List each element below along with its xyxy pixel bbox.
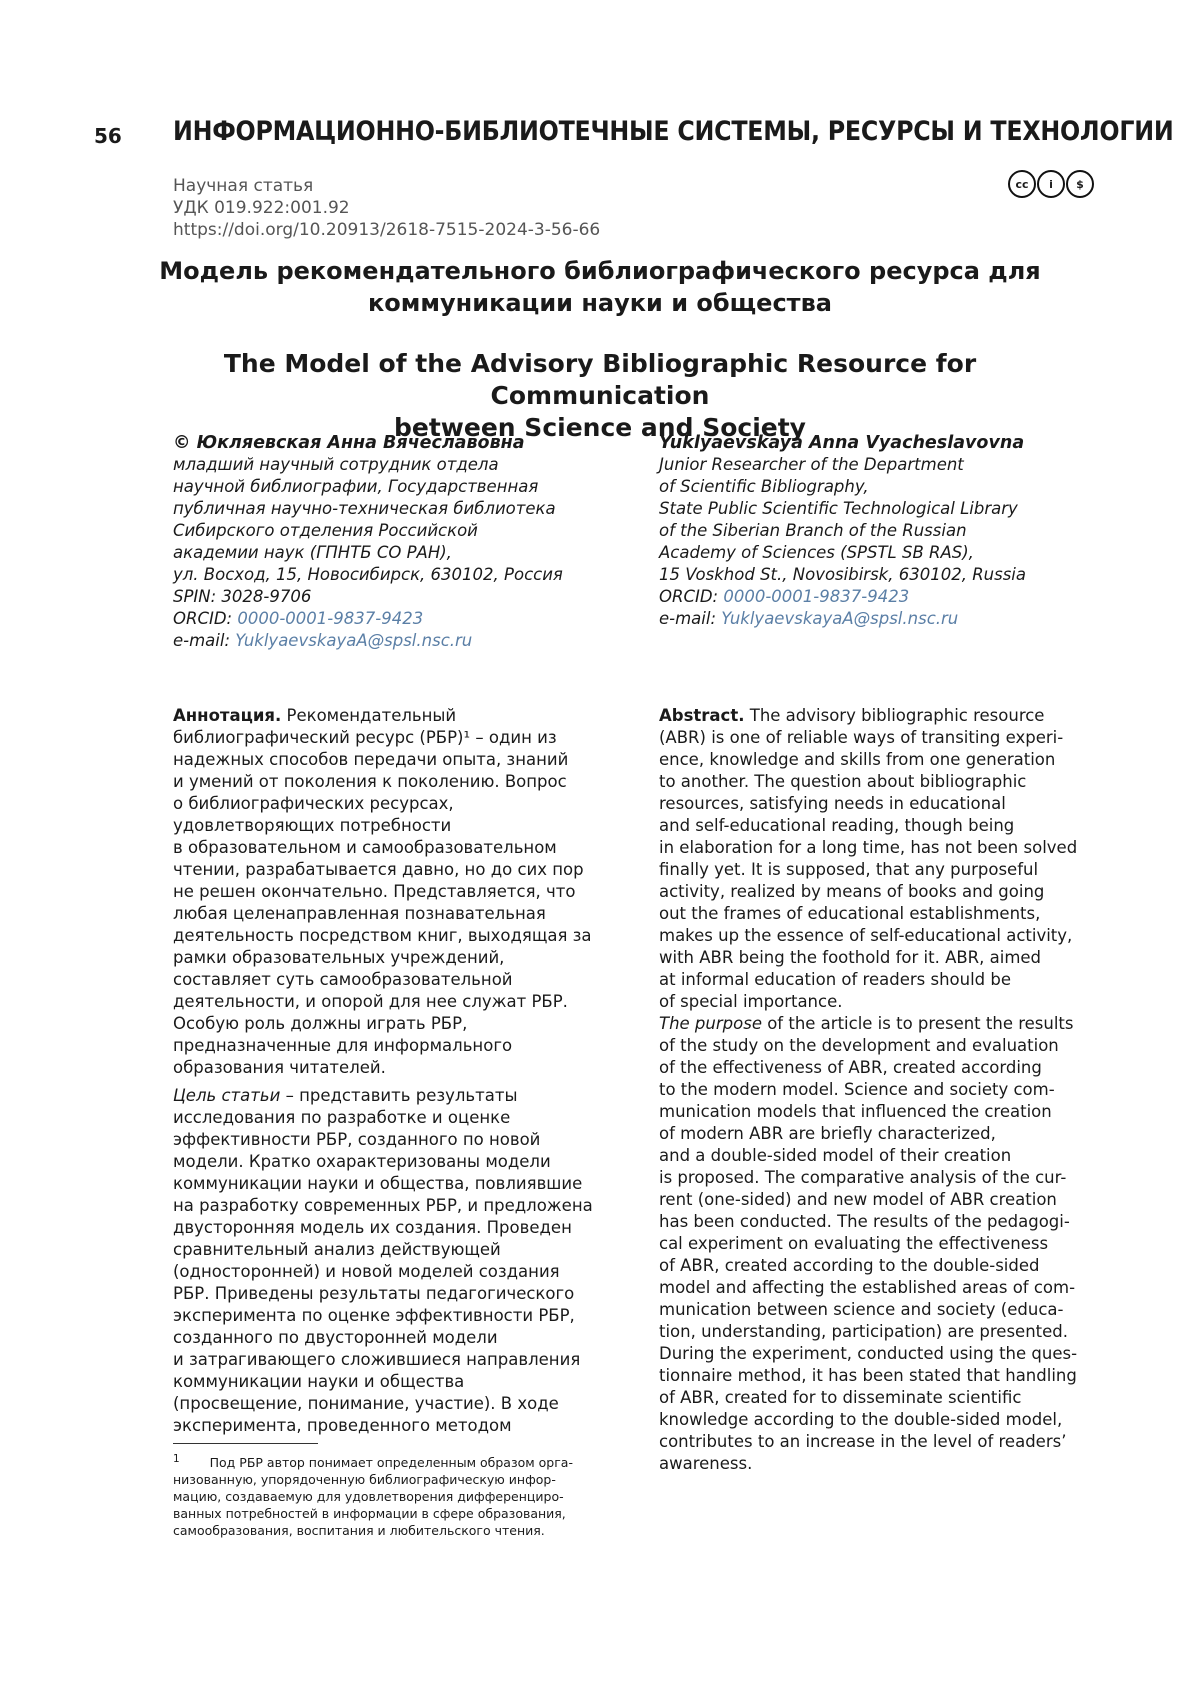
footnote-rule [173, 1443, 318, 1444]
abstract-line: образования читателей. [173, 1058, 386, 1077]
abstract-line: сравнительный анализ действующей [173, 1240, 501, 1259]
abstract-line: предназначенные для информального [173, 1036, 513, 1055]
abstract-line: и умений от поколения к поколению. Вопрос [173, 772, 567, 791]
abstract-line: эксперимента, проведенного методом [173, 1416, 512, 1435]
purpose-label-ru: Цель статьи [173, 1086, 281, 1105]
cc-license-badge[interactable] [1008, 170, 1094, 198]
title-en-line: between Science and Society [394, 413, 806, 442]
abstract-line: knowledge according to the double-sided model, [659, 1410, 1063, 1429]
title-ru [120, 255, 1080, 319]
email-label: e-mail: [659, 609, 722, 628]
abstract-line: модели. Кратко охарактеризованы модели [173, 1152, 551, 1171]
abstract-line: in elaboration for a long time, has not been solved [659, 838, 1078, 857]
abstract-line: ence, knowledge and skills from one generation [659, 750, 1056, 769]
cc-icon: cc [1008, 170, 1036, 198]
abstract-line: of special importance. [659, 992, 843, 1011]
abstract-line: деятельности, и опорой для нее служат РБР. [173, 992, 568, 1011]
affiliation-line: of Scientific Bibliography, [659, 477, 869, 496]
affiliation-line: младший научный сотрудник отдела [173, 455, 499, 474]
orcid-line [659, 586, 1099, 608]
affiliation-line: Academy of Sciences (SPSTL SB RAS), [659, 543, 974, 562]
abstract-line: has been conducted. The results of the pedagogi- [659, 1212, 1070, 1231]
attribution-icon: i [1037, 170, 1065, 198]
abstract-en [659, 705, 1099, 1475]
article-meta [173, 175, 600, 241]
abstract-ru [173, 705, 613, 1437]
orcid-label: ORCID: [659, 587, 724, 606]
author-ru [173, 432, 613, 652]
abstract-line: составляет суть самообразовательной [173, 970, 513, 989]
orcid-line [173, 608, 613, 630]
abstract-line: is proposed. The comparative analysis of the cur- [659, 1168, 1067, 1187]
abstract-line: model and affecting the established areas of com- [659, 1278, 1076, 1297]
page-number: 56 [94, 124, 122, 148]
abstract-line: munication models that influenced the creation [659, 1102, 1052, 1121]
abstract-line: коммуникации науки и общества [173, 1372, 465, 1391]
article-type: Научная статья [173, 176, 314, 196]
address-line: 15 Voskhod St., Novosibirsk, 630102, Russia [659, 565, 1027, 584]
abstract-line: of ABR, created for to disseminate scientific [659, 1388, 1022, 1407]
abstract-line: рамки образовательных учреждений, [173, 948, 505, 967]
title-ru-line: Модель рекомендательного библиографического ресурса для [159, 257, 1041, 285]
udc: УДК 019.922:001.92 [173, 198, 350, 218]
abstract-line: о библиографических ресурсах, [173, 794, 454, 813]
abstract-line: of the effectiveness of ABR, created according [659, 1058, 1042, 1077]
abstract-line: двусторонняя модель их создания. Проведен [173, 1218, 572, 1237]
orcid-link[interactable]: 0000-0001-9837-9423 [723, 587, 910, 606]
email-link[interactable]: YuklyaevskayaA@spsl.nsc.ru [235, 631, 473, 650]
abstract-line: and self-educational reading, though being [659, 816, 1015, 835]
abstract-line: не решен окончательно. Представляется, что [173, 882, 576, 901]
abstract-line: РБР. Приведены результаты педагогического [173, 1284, 575, 1303]
email-link[interactable]: YuklyaevskayaA@spsl.nsc.ru [721, 609, 959, 628]
abstract-line: makes up the essence of self-educational activity, [659, 926, 1073, 945]
abstract-line: чтении, разрабатывается давно, но до сих пор [173, 860, 584, 879]
author-name-en: Yuklyaevskaya Anna Vyacheslavovna [659, 433, 1025, 453]
abstract-en-text: The advisory bibliographic resource [744, 706, 1045, 725]
footnote [173, 1451, 618, 1539]
running-title: ИНФОРМАЦИОННО-БИБЛИОТЕЧНЫЕ СИСТЕМЫ, РЕСУРСЫ И ТЕХНОЛОГИИ [173, 116, 1174, 147]
abstract-line: надежных способов передачи опыта, знаний [173, 750, 569, 769]
author-en [659, 432, 1099, 630]
title-en [120, 348, 1080, 444]
affiliation-line: of the Siberian Branch of the Russian [659, 521, 967, 540]
abstract-line: to another. The question about bibliographic [659, 772, 1027, 791]
title-ru-line: коммуникации науки и общества [368, 289, 832, 317]
abstract-line: and a double-sided model of their creation [659, 1146, 1012, 1165]
abstract-line: в образовательном и самообразовательном [173, 838, 557, 857]
purpose-label-en: The purpose [659, 1014, 762, 1033]
abstract-line: of ABR, created according to the double-sided [659, 1256, 1040, 1275]
affiliation-line: State Public Scientific Technological Library [659, 499, 1018, 518]
abstract-line: munication between science and society (educa- [659, 1300, 1064, 1319]
abstract-line: out the frames of educational establishments, [659, 904, 1041, 923]
footnote-line: самообразования, воспитания и любительского чтения. [173, 1523, 545, 1539]
email-label: e-mail: [173, 631, 236, 650]
footnote-line: низованную, упорядоченную библиографическую инфор- [173, 1472, 556, 1488]
affiliation-line: Junior Researcher of the Department [659, 455, 964, 474]
abstract-line: созданного по двусторонней модели [173, 1328, 498, 1347]
footnote-line: ванных потребностей в информации в сфере образования, [173, 1506, 566, 1522]
abstract-line: деятельность посредством книг, выходящая за [173, 926, 592, 945]
abstract-line: коммуникации науки и общества, повлиявшие [173, 1174, 583, 1193]
abstract-line: Особую роль должны играть РБР, [173, 1014, 468, 1033]
affiliation-line: Сибирского отделения Российской [173, 521, 478, 540]
abstract-line: эффективности РБР, созданного по новой [173, 1130, 541, 1149]
affiliation-line: публичная научно-техническая библиотека [173, 499, 556, 518]
abstract-line: resources, satisfying needs in educational [659, 794, 1006, 813]
affiliation-line: научной библиографии, Государственная [173, 477, 539, 496]
abstract-line: tionnaire method, it has been stated that handling [659, 1366, 1077, 1385]
abstract-line: rent (one-sided) and new model of ABR creation [659, 1190, 1057, 1209]
abstract-line: на разработку современных РБР, и предложена [173, 1196, 593, 1215]
abstract-line: tion, understanding, participation) are presented. [659, 1322, 1069, 1341]
abstract-line: of the study on the development and evaluation [659, 1036, 1059, 1055]
abstract-line: of modern ABR are briefly characterized, [659, 1124, 996, 1143]
footnote-marker: 1 [173, 1453, 180, 1465]
author-name-ru: © Юкляевская Анна Вячеславовна [173, 433, 525, 453]
email-line [659, 608, 1099, 630]
abstract-line: (ABR) is one of reliable ways of transiting experi- [659, 728, 1064, 747]
abstract-ru-text: – представить результаты [280, 1086, 518, 1105]
abstract-ru-label: Аннотация. [173, 706, 282, 725]
footnote-line: Под РБР автор понимает определенным образом орга- [209, 1455, 573, 1471]
noncommercial-icon: $ [1066, 170, 1094, 198]
footnote-line: мацию, создаваемую для удовлетворения дифференциро- [173, 1489, 564, 1505]
abstract-line: contributes to an increase in the level of readers’ [659, 1432, 1067, 1451]
abstract-line: (односторонней) и новой моделей создания [173, 1262, 560, 1281]
title-en-line: The Model of the Advisory Bibliographic Resource for Communication [223, 349, 977, 410]
abstract-line: удовлетворяющих потребности [173, 816, 452, 835]
doi-link[interactable]: https://doi.org/10.20913/2618-7515-2024-3-56-66 [173, 220, 601, 240]
abstract-line: finally yet. It is supposed, that any purposeful [659, 860, 1039, 879]
email-line [173, 630, 613, 652]
abstract-line: библиографический ресурс (РБР)¹ – один из [173, 728, 557, 747]
abstract-line: During the experiment, conducted using the ques- [659, 1344, 1078, 1363]
abstract-line: cal experiment on evaluating the effectiveness [659, 1234, 1049, 1253]
abstract-en-text: of the article is to present the results [761, 1014, 1074, 1033]
abstract-line: любая целенаправленная познавательная [173, 904, 546, 923]
abstract-line: исследования по разработке и оценке [173, 1108, 511, 1127]
abstract-line: at informal education of readers should be [659, 970, 1012, 989]
affiliation-line: академии наук (ГПНТБ СО РАН), [173, 543, 452, 562]
abstract-ru-text: Рекомендательный [281, 706, 457, 725]
address-line: ул. Восход, 15, Новосибирск, 630102, Россия [173, 565, 563, 584]
abstract-line: with ABR being the foothold for it. ABR, aimed [659, 948, 1042, 967]
abstract-line: activity, realized by means of books and going [659, 882, 1045, 901]
orcid-link[interactable]: 0000-0001-9837-9423 [237, 609, 424, 628]
spin-line: SPIN: 3028-9706 [173, 587, 312, 606]
abstract-line: и затрагивающего сложившиеся направления [173, 1350, 581, 1369]
abstract-line: (просвещение, понимание, участие). В ходе [173, 1394, 559, 1413]
abstract-line: эксперимента по оценке эффективности РБР, [173, 1306, 575, 1325]
orcid-label: ORCID: [173, 609, 238, 628]
abstract-en-label: Abstract. [659, 706, 745, 725]
abstract-line: to the modern model. Science and society com- [659, 1080, 1055, 1099]
abstract-line: awareness. [659, 1454, 753, 1473]
